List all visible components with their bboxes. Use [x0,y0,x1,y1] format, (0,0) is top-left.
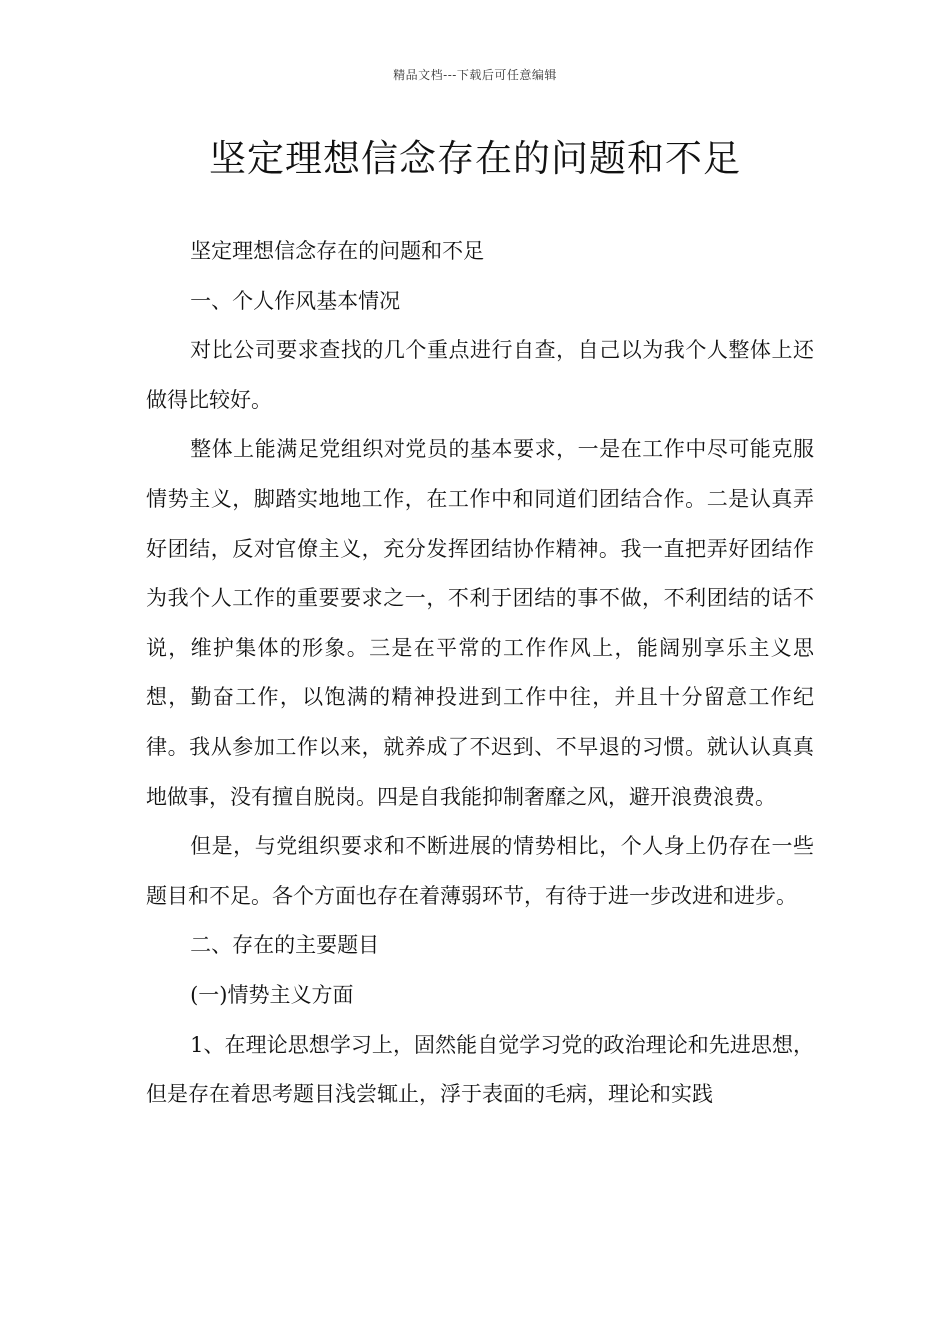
header-note: 精品文档---下载后可任意编辑 [393,68,557,82]
paragraph: 整体上能满足党组织对党员的基本要求，一是在工作中尽可能克服情势主义，脚踏实地地工作，在工作中和同道们团结合作。二是认真弄好团结，反对官僚主义，充分发挥团结协作精神。我一直把弄好团结作为我个人工作的重要要求之一，不利于团结的事不做，不利团结的话不说，维护集体的形象。三是在平常的工作作风上，能阔别享乐主义思想，勤奋工作，以饱满的精神投进到工作中往，并且十分留意工作纪律。我从参加工作以来，就养成了不迟到、不早退的习惯。就认认真真地做事，没有擅自脱岗。四是自我能抑制奢靡之风，避开浪费浪费。 [146,437,814,809]
section-heading-2: 二、存在的主要题目 [190,933,380,958]
paragraph-subtitle: 坚定理想信念存在的问题和不足 [190,239,485,263]
paragraph: 对比公司要求查找的几个重点进行自查，自己以为我个人整体上还做得比较好。 [146,338,814,412]
section-heading-1: 一、个人作风基本情况 [190,288,401,313]
subsection-heading: (一)情势主义方面 [190,982,354,1007]
document-title: 坚定理想信念存在的问题和不足 [209,137,741,180]
document-body [146,227,814,1120]
paragraph: 1、在理论思想学习上，固然能自觉学习党的政治理论和先进思想，但是存在着思考题目浅尝辄止，浮于表面的毛病，理论和实践 [146,1032,814,1107]
paragraph: 但是，与党组织要求和不断进展的情势相比，个人身上仍存在一些题目和不足。各个方面也存在着薄弱环节，有待于进一步改进和进步。 [146,834,814,908]
